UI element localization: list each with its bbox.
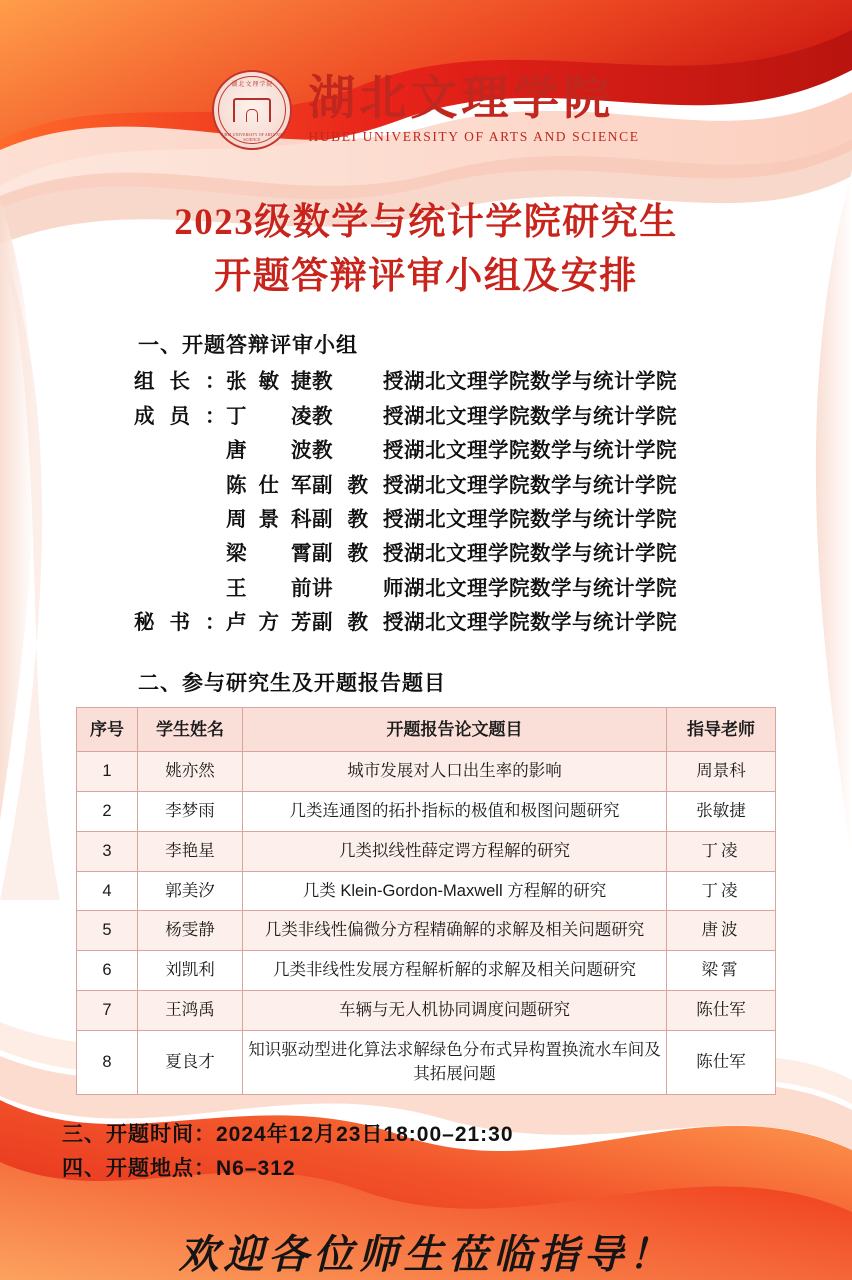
table-row xyxy=(77,990,776,1030)
committee-member-row xyxy=(134,537,776,571)
column-header-no: 序号 xyxy=(77,707,138,752)
member-role-label: 成员： xyxy=(134,404,226,428)
table-row xyxy=(77,752,776,792)
committee-member-row xyxy=(134,434,776,468)
cell-topic: 车辆与无人机协同调度问题研究 xyxy=(243,990,667,1030)
cell-student: 杨雯静 xyxy=(138,911,243,951)
committee-member-list xyxy=(134,365,776,641)
cell-student: 郭美汐 xyxy=(138,871,243,911)
member-name: 卢方芳 xyxy=(226,611,312,635)
member-name: 梁霄 xyxy=(226,542,312,566)
member-rank: 教授 xyxy=(312,404,404,428)
table-row xyxy=(77,1030,776,1095)
cell-no: 2 xyxy=(77,792,138,832)
cell-no: 5 xyxy=(77,911,138,951)
member-role-label: 组长： xyxy=(134,370,226,394)
column-header-student: 学生姓名 xyxy=(138,707,243,752)
section-1-heading: 一、开题答辩评审小组 xyxy=(138,334,358,358)
cell-topic: 几类非线性偏微分方程精确解的求解及相关问题研究 xyxy=(243,911,667,951)
university-name-en: HUBEI UNIVERSITY OF ARTS AND SCIENCE xyxy=(308,128,640,144)
member-org: 湖北文理学院数学与统计学院 xyxy=(404,370,677,394)
cell-topic: 几类连通图的拓扑指标的极值和极图问题研究 xyxy=(243,792,667,832)
member-rank: 教授 xyxy=(312,370,404,394)
table-row xyxy=(77,831,776,871)
member-rank: 副教授 xyxy=(312,508,404,532)
cell-topic: 几类 Klein-Gordon-Maxwell 方程解的研究 xyxy=(243,871,667,911)
cell-no: 3 xyxy=(77,831,138,871)
cell-student: 刘凯利 xyxy=(138,951,243,991)
member-org: 湖北文理学院数学与统计学院 xyxy=(404,404,677,428)
member-org: 湖北文理学院数学与统计学院 xyxy=(404,542,677,566)
committee-member-row xyxy=(134,469,776,503)
cell-advisor: 丁凌 xyxy=(667,831,776,871)
table-row xyxy=(77,792,776,832)
university-name-cn: 湖北文理学院 xyxy=(308,73,615,126)
section-3-heading: 三、开题时间：2024年12月23日18:00–21:30 xyxy=(62,1123,514,1147)
cell-advisor: 陈仕军 xyxy=(667,1030,776,1095)
cell-student: 王鸿禹 xyxy=(138,990,243,1030)
cell-topic: 几类拟线性薛定谔方程解的研究 xyxy=(243,831,667,871)
committee-member-row xyxy=(134,365,776,399)
member-org: 湖北文理学院数学与统计学院 xyxy=(404,611,677,635)
member-name: 唐波 xyxy=(226,439,312,463)
member-rank: 讲师 xyxy=(312,576,404,600)
member-rank: 副教授 xyxy=(312,542,404,566)
member-name: 丁凌 xyxy=(226,404,312,428)
page-title-line-1: 2023级数学与统计学院研究生 xyxy=(174,202,678,243)
member-name: 周景科 xyxy=(226,508,312,532)
section-students xyxy=(76,667,776,697)
committee-member-row xyxy=(134,400,776,434)
students-table xyxy=(76,707,776,1095)
cell-no: 7 xyxy=(77,990,138,1030)
cell-advisor: 唐波 xyxy=(667,911,776,951)
member-rank: 教授 xyxy=(312,439,404,463)
member-rank: 副教授 xyxy=(312,473,404,497)
table-row xyxy=(77,871,776,911)
university-emblem-icon xyxy=(212,70,292,150)
cell-student: 姚亦然 xyxy=(138,752,243,792)
cell-student: 夏良才 xyxy=(138,1030,243,1095)
page-title xyxy=(0,196,852,303)
member-rank: 副教授 xyxy=(312,611,404,635)
member-org: 湖北文理学院数学与统计学院 xyxy=(404,439,677,463)
member-name: 王前 xyxy=(226,576,312,600)
cell-advisor: 周景科 xyxy=(667,752,776,792)
member-org: 湖北文理学院数学与统计学院 xyxy=(404,473,677,497)
cell-student: 李梦雨 xyxy=(138,792,243,832)
table-row xyxy=(77,911,776,951)
member-name: 陈仕军 xyxy=(226,473,312,497)
cell-no: 6 xyxy=(77,951,138,991)
member-org: 湖北文理学院数学与统计学院 xyxy=(404,576,677,600)
committee-member-row xyxy=(134,503,776,537)
university-logo xyxy=(0,0,852,150)
section-committee xyxy=(76,329,776,641)
table-header-row xyxy=(77,707,776,752)
cell-topic: 几类非线性发展方程解析解的求解及相关问题研究 xyxy=(243,951,667,991)
member-name: 张敏捷 xyxy=(226,370,312,394)
member-role-label: 秘书： xyxy=(134,611,226,635)
cell-advisor: 陈仕军 xyxy=(667,990,776,1030)
students-table-wrapper xyxy=(76,707,776,1095)
emblem-arc-bottom-text: HUBEI UNIVERSITY OF ARTS AND SCIENCE xyxy=(219,132,286,142)
cell-no: 1 xyxy=(77,752,138,792)
cell-advisor: 张敏捷 xyxy=(667,792,776,832)
emblem-arc-top-text: 湖北文理学院 xyxy=(231,82,274,88)
cell-no: 8 xyxy=(77,1030,138,1095)
cell-advisor: 梁霄 xyxy=(667,951,776,991)
section-2-heading: 二、参与研究生及开题报告题目 xyxy=(138,671,446,695)
cell-topic: 城市发展对人口出生率的影响 xyxy=(243,752,667,792)
cell-no: 4 xyxy=(77,871,138,911)
cell-topic: 知识驱动型进化算法求解绿色分布式异构置换流水车间及其拓展问题 xyxy=(243,1030,667,1095)
emblem-gate-icon xyxy=(233,98,271,122)
column-header-topic: 开题报告论文题目 xyxy=(243,707,667,752)
table-row xyxy=(77,951,776,991)
cell-advisor: 丁凌 xyxy=(667,871,776,911)
committee-member-row xyxy=(134,572,776,606)
page-title-line-2: 开题答辩评审小组及安排 xyxy=(214,255,638,297)
committee-member-row xyxy=(134,606,776,640)
section-4-heading: 四、开题地点：N6–312 xyxy=(62,1156,296,1180)
column-header-advisor: 指导老师 xyxy=(667,707,776,752)
cell-student: 李艳星 xyxy=(138,831,243,871)
member-org: 湖北文理学院数学与统计学院 xyxy=(404,508,677,532)
footer-slogan: 欢迎各位师生莅临指导！ xyxy=(178,1231,674,1277)
